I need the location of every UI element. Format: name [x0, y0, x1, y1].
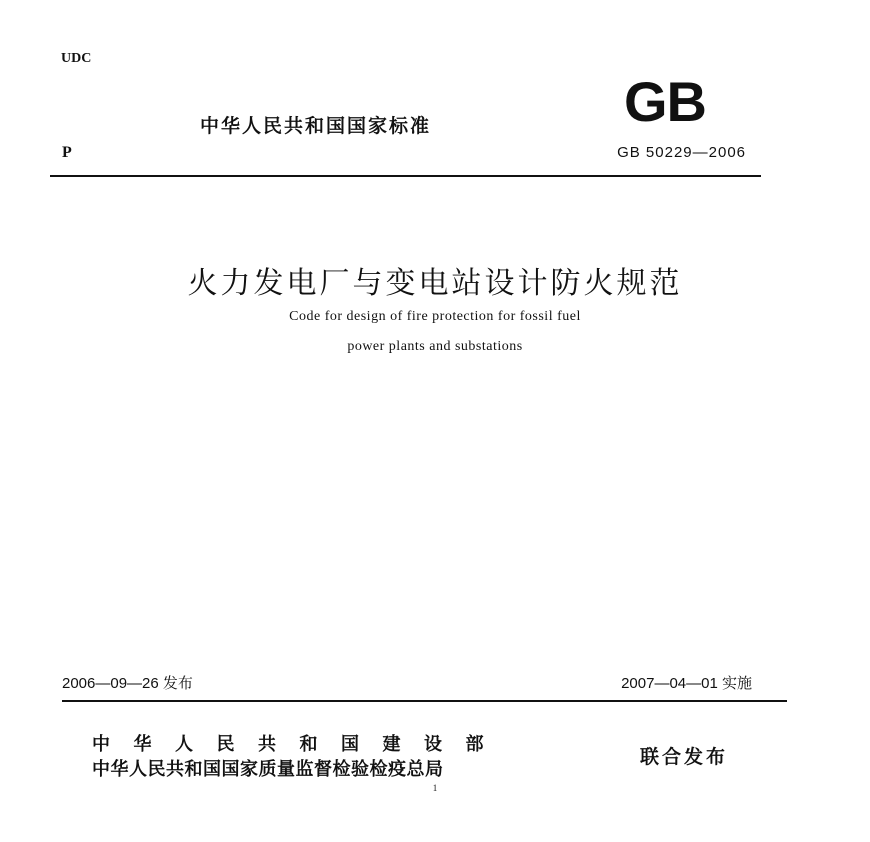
udc-label: UDC: [61, 51, 92, 66]
issuer-aqsiq: 中华人民共和国国家质量监督检验检疫总局: [92, 759, 444, 780]
page-number: 1: [432, 783, 438, 793]
english-title-line-2: power plants and substations: [347, 339, 523, 354]
header-divider: [50, 175, 761, 177]
issue-date: 2006—09—26 发布: [62, 675, 193, 692]
issuer-ministry: 中华人民共和国建设部: [92, 734, 507, 755]
gb-logo: GB: [624, 70, 706, 133]
standard-type: 中华人民共和国国家标准: [200, 115, 432, 137]
standard-code: GB 50229—2006: [617, 144, 746, 161]
effective-date: 2007—04—01 实施: [621, 675, 752, 692]
category-mark: P: [62, 144, 72, 161]
footer-divider: [62, 700, 787, 702]
english-title-line-1: Code for design of fire protection for fossil fuel: [289, 309, 581, 324]
joint-issue-label: 联合发布: [640, 746, 729, 768]
document-title: 火力发电厂与变电站设计防火规范: [187, 266, 683, 301]
